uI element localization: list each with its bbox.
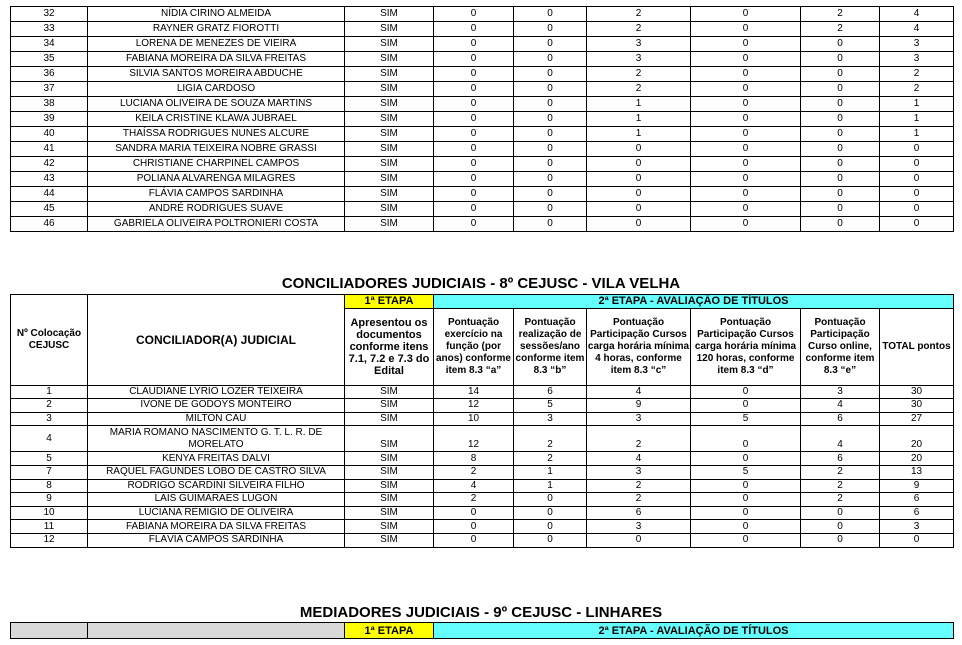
cell-name: LAIS GUIMARAES LUGON	[88, 493, 345, 507]
header-conciliador: CONCILIADOR(A) JUDICIAL	[88, 295, 345, 386]
cell-documentos: SIM	[345, 37, 434, 52]
cell-total: 6	[880, 506, 954, 520]
cell-colocacao: 43	[11, 172, 88, 187]
cell-documentos: SIM	[345, 157, 434, 172]
cell-colocacao: 4	[11, 426, 88, 452]
cell-name: LORENA DE MENEZES DE VIEIRA	[88, 37, 345, 52]
cell-d: 0	[691, 187, 801, 202]
cell-d: 0	[691, 399, 801, 413]
cell-name: KENYA FREITAS DALVI	[88, 452, 345, 466]
cell-a: 2	[434, 465, 514, 479]
cell-documentos: SIM	[345, 479, 434, 493]
table-row	[11, 399, 954, 413]
cell-c: 0	[587, 172, 691, 187]
cell-a: 14	[434, 385, 514, 399]
ranking-table-vila-velha	[10, 294, 954, 548]
cell-total: 0	[880, 172, 954, 187]
cell-a: 2	[434, 493, 514, 507]
cell-b: 0	[514, 37, 587, 52]
cell-e: 0	[801, 97, 880, 112]
cell-colocacao: 33	[11, 22, 88, 37]
cell-a: 0	[434, 506, 514, 520]
cell-d: 0	[691, 493, 801, 507]
cell-b: 0	[514, 157, 587, 172]
cell-total: 0	[880, 187, 954, 202]
cell-e: 0	[801, 172, 880, 187]
cell-e: 6	[801, 452, 880, 466]
table-row	[11, 465, 954, 479]
cell-name: MILTON CAU	[88, 412, 345, 426]
cell-b: 2	[514, 426, 587, 452]
cell-c: 2	[587, 479, 691, 493]
cell-d: 0	[691, 217, 801, 232]
cell-a: 0	[434, 67, 514, 82]
cell-b: 0	[514, 112, 587, 127]
cell-a: 8	[434, 452, 514, 466]
cell-name: FLÁVIA CAMPOS SARDINHA	[88, 533, 345, 547]
header-criterio-e: Pontuação Participação Curso online, conforme item 8.3 “e”	[801, 308, 880, 385]
cell-d: 0	[691, 479, 801, 493]
table-row	[11, 157, 954, 172]
cell-total: 3	[880, 52, 954, 67]
cell-b: 0	[514, 127, 587, 142]
cell-total: 3	[880, 37, 954, 52]
table-row	[11, 22, 954, 37]
cell-e: 2	[801, 479, 880, 493]
header-criterio-b: Pontuação realização de sessões/ano conforme item 8.3 “b”	[514, 308, 587, 385]
cell-name: GABRIELA OLIVEIRA POLTRONIERI COSTA	[88, 217, 345, 232]
table-row	[11, 172, 954, 187]
cell-documentos: SIM	[345, 385, 434, 399]
cell-total: 0	[880, 533, 954, 547]
cell-b: 0	[514, 520, 587, 534]
stage1-label: 1ª ETAPA	[345, 623, 434, 639]
cell-name: FABIANA MOREIRA DA SILVA FREITAS	[88, 520, 345, 534]
cell-c: 3	[587, 412, 691, 426]
cell-a: 0	[434, 520, 514, 534]
cell-name: LUCIANA REMIGIO DE OLIVEIRA	[88, 506, 345, 520]
cell-documentos: SIM	[345, 67, 434, 82]
cell-a: 10	[434, 412, 514, 426]
table-row	[11, 520, 954, 534]
cell-e: 0	[801, 82, 880, 97]
cell-total: 9	[880, 479, 954, 493]
cell-b: 0	[514, 172, 587, 187]
cell-documentos: SIM	[345, 142, 434, 157]
header-documentos: Apresentou os documentos conforme itens 7.1, 7.2 e 7.3 do Edital	[345, 308, 434, 385]
cell-d: 0	[691, 533, 801, 547]
cell-colocacao: 9	[11, 493, 88, 507]
cell-a: 12	[434, 399, 514, 413]
cell-a: 12	[434, 426, 514, 452]
cell-c: 2	[587, 7, 691, 22]
cell-c: 4	[587, 385, 691, 399]
table-row	[11, 112, 954, 127]
table-row	[11, 67, 954, 82]
cell-total: 1	[880, 97, 954, 112]
cell-c: 2	[587, 67, 691, 82]
table-row	[11, 142, 954, 157]
cell-e: 3	[801, 385, 880, 399]
cell-colocacao: 8	[11, 479, 88, 493]
cell-documentos: SIM	[345, 465, 434, 479]
cell-name: ANDRÉ RODRIGUES SUAVE	[88, 202, 345, 217]
cell-b: 0	[514, 142, 587, 157]
header-colocacao-cell	[11, 623, 88, 639]
table-row	[11, 97, 954, 112]
cell-documentos: SIM	[345, 187, 434, 202]
cell-e: 0	[801, 506, 880, 520]
cell-a: 0	[434, 82, 514, 97]
cell-e: 0	[801, 217, 880, 232]
cell-b: 5	[514, 399, 587, 413]
cell-c: 0	[587, 202, 691, 217]
cell-total: 0	[880, 157, 954, 172]
cell-b: 0	[514, 202, 587, 217]
cell-total: 6	[880, 493, 954, 507]
cell-d: 0	[691, 142, 801, 157]
cell-colocacao: 36	[11, 67, 88, 82]
cell-name: RAQUEL FAGUNDES LOBO DE CASTRO SILVA	[88, 465, 345, 479]
table-row	[11, 202, 954, 217]
cell-c: 6	[587, 506, 691, 520]
cell-name: THAÍSSA RODRIGUES NUNES ALCURE	[88, 127, 345, 142]
cell-c: 2	[587, 22, 691, 37]
section-title-vila-velha: CONCILIADORES JUDICIAIS - 8º CEJUSC - VILA VELHA	[281, 275, 681, 292]
cell-total: 2	[880, 67, 954, 82]
table-row	[11, 52, 954, 67]
cell-d: 0	[691, 37, 801, 52]
cell-documentos: SIM	[345, 399, 434, 413]
cell-colocacao: 37	[11, 82, 88, 97]
cell-documentos: SIM	[345, 97, 434, 112]
table-row	[11, 426, 954, 452]
cell-name: LUCIANA OLIVEIRA DE SOUZA MARTINS	[88, 97, 345, 112]
cell-e: 6	[801, 412, 880, 426]
cell-b: 0	[514, 533, 587, 547]
cell-name: RODRIGO SCARDINI SILVEIRA FILHO	[88, 479, 345, 493]
cell-c: 3	[587, 52, 691, 67]
cell-e: 0	[801, 37, 880, 52]
cell-d: 5	[691, 412, 801, 426]
cell-total: 0	[880, 142, 954, 157]
header-criterio-a: Pontuação exercício na função (por anos) conforme item 8.3 “a”	[434, 308, 514, 385]
cell-colocacao: 34	[11, 37, 88, 52]
cell-colocacao: 46	[11, 217, 88, 232]
cell-d: 0	[691, 97, 801, 112]
ranking-table-linhares	[10, 622, 954, 639]
table-row	[11, 479, 954, 493]
cell-e: 0	[801, 187, 880, 202]
cell-e: 4	[801, 399, 880, 413]
cell-e: 2	[801, 493, 880, 507]
cell-documentos: SIM	[345, 202, 434, 217]
cell-b: 0	[514, 97, 587, 112]
cell-d: 0	[691, 112, 801, 127]
cell-e: 2	[801, 7, 880, 22]
cell-d: 0	[691, 127, 801, 142]
cell-c: 1	[587, 112, 691, 127]
cell-a: 0	[434, 37, 514, 52]
cell-a: 0	[434, 187, 514, 202]
cell-documentos: SIM	[345, 533, 434, 547]
cell-b: 0	[514, 187, 587, 202]
cell-b: 0	[514, 493, 587, 507]
cell-total: 3	[880, 520, 954, 534]
cell-a: 0	[434, 217, 514, 232]
cell-d: 0	[691, 82, 801, 97]
cell-e: 0	[801, 112, 880, 127]
cell-c: 2	[587, 82, 691, 97]
cell-documentos: SIM	[345, 112, 434, 127]
cell-b: 0	[514, 506, 587, 520]
table-row	[11, 217, 954, 232]
cell-e: 0	[801, 142, 880, 157]
cell-d: 0	[691, 52, 801, 67]
cell-colocacao: 39	[11, 112, 88, 127]
cell-a: 4	[434, 479, 514, 493]
cell-documentos: SIM	[345, 127, 434, 142]
cell-c: 0	[587, 187, 691, 202]
cell-colocacao: 41	[11, 142, 88, 157]
cell-a: 0	[434, 202, 514, 217]
cell-e: 0	[801, 52, 880, 67]
cell-colocacao: 38	[11, 97, 88, 112]
cell-name: POLIANA ALVARENGA MILAGRES	[88, 172, 345, 187]
cell-d: 0	[691, 202, 801, 217]
cell-total: 20	[880, 426, 954, 452]
cell-d: 0	[691, 7, 801, 22]
cell-total: 13	[880, 465, 954, 479]
cell-b: 6	[514, 385, 587, 399]
header-criterio-d: Pontuação Participação Cursos carga horária mínima 120 horas, conforme item 8.3 “d”	[691, 308, 801, 385]
ranking-table-continued	[10, 6, 954, 232]
stage2-label: 2ª ETAPA - AVALIAÇÃO DE TÍTULOS	[434, 623, 954, 639]
cell-total: 4	[880, 22, 954, 37]
cell-c: 3	[587, 465, 691, 479]
cell-colocacao: 45	[11, 202, 88, 217]
cell-colocacao: 7	[11, 465, 88, 479]
cell-colocacao: 42	[11, 157, 88, 172]
cell-d: 5	[691, 465, 801, 479]
cell-b: 0	[514, 7, 587, 22]
cell-e: 2	[801, 22, 880, 37]
cell-colocacao: 1	[11, 385, 88, 399]
stage2-label: 2ª ETAPA - AVALIAÇÃO DE TÍTULOS	[434, 295, 954, 309]
cell-documentos: SIM	[345, 52, 434, 67]
cell-c: 0	[587, 157, 691, 172]
table-row	[11, 187, 954, 202]
cell-name: IVONE DE GODOYS MONTEIRO	[88, 399, 345, 413]
cell-d: 0	[691, 157, 801, 172]
cell-a: 0	[434, 533, 514, 547]
cell-b: 3	[514, 412, 587, 426]
cell-colocacao: 44	[11, 187, 88, 202]
cell-total: 0	[880, 202, 954, 217]
cell-a: 0	[434, 157, 514, 172]
cell-c: 1	[587, 127, 691, 142]
table-row	[11, 412, 954, 426]
cell-name: RAYNER GRATZ FIOROTTI	[88, 22, 345, 37]
cell-a: 0	[434, 142, 514, 157]
cell-c: 2	[587, 426, 691, 452]
section-title-linhares: MEDIADORES JUDICIAIS - 9º CEJUSC - LINHARES	[299, 604, 663, 621]
cell-documentos: SIM	[345, 82, 434, 97]
cell-documentos: SIM	[345, 217, 434, 232]
cell-documentos: SIM	[345, 506, 434, 520]
cell-name: CHRISTIANE CHARPINEL CAMPOS	[88, 157, 345, 172]
cell-documentos: SIM	[345, 493, 434, 507]
cell-e: 4	[801, 426, 880, 452]
cell-name: MARIA ROMANO NASCIMENTO G. T. L. R. DE MORELATO	[88, 426, 345, 452]
cell-d: 0	[691, 452, 801, 466]
cell-d: 0	[691, 22, 801, 37]
cell-c: 2	[587, 493, 691, 507]
cell-e: 0	[801, 202, 880, 217]
cell-a: 0	[434, 127, 514, 142]
cell-e: 0	[801, 520, 880, 534]
header-mediador-cell	[88, 623, 345, 639]
cell-c: 4	[587, 452, 691, 466]
cell-e: 0	[801, 127, 880, 142]
cell-documentos: SIM	[345, 520, 434, 534]
table-row	[11, 493, 954, 507]
stage1-label: 1ª ETAPA	[345, 295, 434, 309]
cell-name: SILVIA SANTOS MOREIRA ABDUCHE	[88, 67, 345, 82]
cell-documentos: SIM	[345, 412, 434, 426]
cell-a: 0	[434, 7, 514, 22]
cell-d: 0	[691, 520, 801, 534]
cell-total: 1	[880, 112, 954, 127]
cell-colocacao: 5	[11, 452, 88, 466]
cell-name: SANDRA MARIA TEIXEIRA NOBRE GRASSI	[88, 142, 345, 157]
cell-c: 3	[587, 520, 691, 534]
cell-d: 0	[691, 385, 801, 399]
table-row	[11, 506, 954, 520]
cell-c: 0	[587, 217, 691, 232]
cell-documentos: SIM	[345, 452, 434, 466]
cell-total: 30	[880, 399, 954, 413]
cell-b: 1	[514, 479, 587, 493]
cell-b: 0	[514, 217, 587, 232]
table-row	[11, 82, 954, 97]
cell-a: 0	[434, 22, 514, 37]
cell-d: 0	[691, 426, 801, 452]
cell-a: 0	[434, 172, 514, 187]
cell-d: 0	[691, 506, 801, 520]
cell-b: 0	[514, 82, 587, 97]
cell-name: FABIANA MOREIRA DA SILVA FREITAS	[88, 52, 345, 67]
cell-name: CLAUDIANE LYRIO LOZER TEIXEIRA	[88, 385, 345, 399]
cell-colocacao: 10	[11, 506, 88, 520]
cell-total: 4	[880, 7, 954, 22]
cell-b: 2	[514, 452, 587, 466]
cell-documentos: SIM	[345, 172, 434, 187]
cell-total: 30	[880, 385, 954, 399]
cell-documentos: SIM	[345, 7, 434, 22]
cell-name: LIGIA CARDOSO	[88, 82, 345, 97]
cell-total: 1	[880, 127, 954, 142]
cell-colocacao: 35	[11, 52, 88, 67]
cell-e: 0	[801, 157, 880, 172]
table-row	[11, 452, 954, 466]
header-total: TOTAL pontos	[880, 308, 954, 385]
table-row	[11, 385, 954, 399]
cell-b: 0	[514, 67, 587, 82]
cell-name: KEILA CRISTINE KLAWA JUBRAEL	[88, 112, 345, 127]
cell-a: 0	[434, 97, 514, 112]
cell-total: 0	[880, 217, 954, 232]
cell-colocacao: 32	[11, 7, 88, 22]
cell-c: 0	[587, 533, 691, 547]
cell-c: 3	[587, 37, 691, 52]
cell-d: 0	[691, 172, 801, 187]
table-row	[11, 7, 954, 22]
table-row	[11, 37, 954, 52]
cell-colocacao: 11	[11, 520, 88, 534]
cell-b: 0	[514, 52, 587, 67]
cell-e: 0	[801, 533, 880, 547]
cell-a: 0	[434, 112, 514, 127]
cell-b: 0	[514, 22, 587, 37]
cell-d: 0	[691, 67, 801, 82]
cell-total: 2	[880, 82, 954, 97]
cell-c: 0	[587, 142, 691, 157]
cell-e: 0	[801, 67, 880, 82]
cell-c: 9	[587, 399, 691, 413]
cell-colocacao: 40	[11, 127, 88, 142]
cell-total: 27	[880, 412, 954, 426]
cell-b: 1	[514, 465, 587, 479]
header-criterio-c: Pontuação Participação Cursos carga horária mínima 4 horas, conforme item 8.3 “c”	[587, 308, 691, 385]
header-colocacao: Nº Colocação CEJUSC	[11, 295, 88, 386]
cell-name: FLÁVIA CAMPOS SARDINHA	[88, 187, 345, 202]
cell-a: 0	[434, 52, 514, 67]
table-row	[11, 533, 954, 547]
table-row	[11, 127, 954, 142]
cell-documentos: SIM	[345, 426, 434, 452]
cell-total: 20	[880, 452, 954, 466]
cell-e: 2	[801, 465, 880, 479]
cell-documentos: SIM	[345, 22, 434, 37]
cell-colocacao: 12	[11, 533, 88, 547]
cell-colocacao: 3	[11, 412, 88, 426]
cell-name: NÍDIA CIRINO ALMEIDA	[88, 7, 345, 22]
cell-colocacao: 2	[11, 399, 88, 413]
cell-c: 1	[587, 97, 691, 112]
